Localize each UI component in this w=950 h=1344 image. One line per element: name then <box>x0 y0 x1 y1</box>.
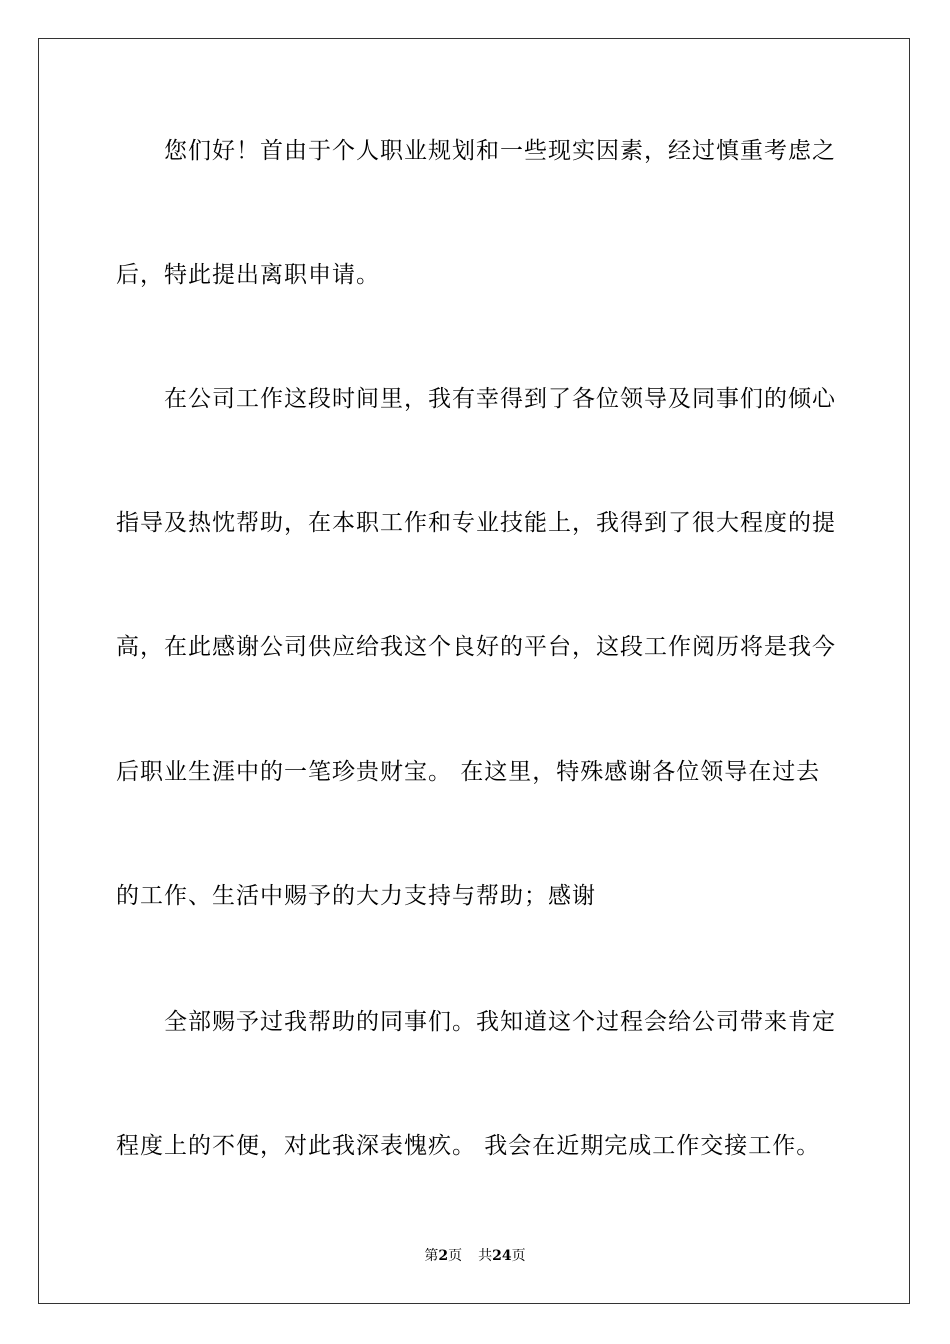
body-line-4: 指导及热忱帮助，在本职工作和专业技能上，我得到了很大程度的提 <box>116 510 836 536</box>
page-border <box>38 38 910 1304</box>
body-line-7: 的工作、生活中赐予的大力支持与帮助；感谢 <box>116 883 596 909</box>
body-line-2: 后，特此提出离职申请。 <box>116 262 380 288</box>
footer-total-prefix: 共 <box>478 1248 493 1264</box>
body-line-5: 高，在此感谢公司供应给我这个良好的平台，这段工作阅历将是我今 <box>116 634 836 660</box>
body-line-8: 全部赐予过我帮助的同事们。我知道这个过程会给公司带来肯定 <box>164 1009 836 1035</box>
footer-total-pages: 24 <box>492 1248 512 1264</box>
page-footer <box>0 1246 950 1266</box>
footer-page-suffix: 页 <box>448 1248 463 1264</box>
body-line-9: 程度上的不便，对此我深表愧疚。 我会在近期完成工作交接工作。 <box>116 1133 821 1159</box>
body-line-1: 您们好！首由于个人职业规划和一些现实因素，经过慎重考虑之 <box>164 138 836 164</box>
body-line-6: 后职业生涯中的一笔珍贵财宝。 在这里，特殊感谢各位领导在过去 <box>116 759 821 785</box>
body-line-3: 在公司工作这段时间里，我有幸得到了各位领导及同事们的倾心 <box>164 386 836 412</box>
footer-page-prefix: 第 <box>424 1248 439 1264</box>
footer-total-suffix: 页 <box>511 1248 526 1264</box>
footer-page-number: 2 <box>438 1248 449 1264</box>
